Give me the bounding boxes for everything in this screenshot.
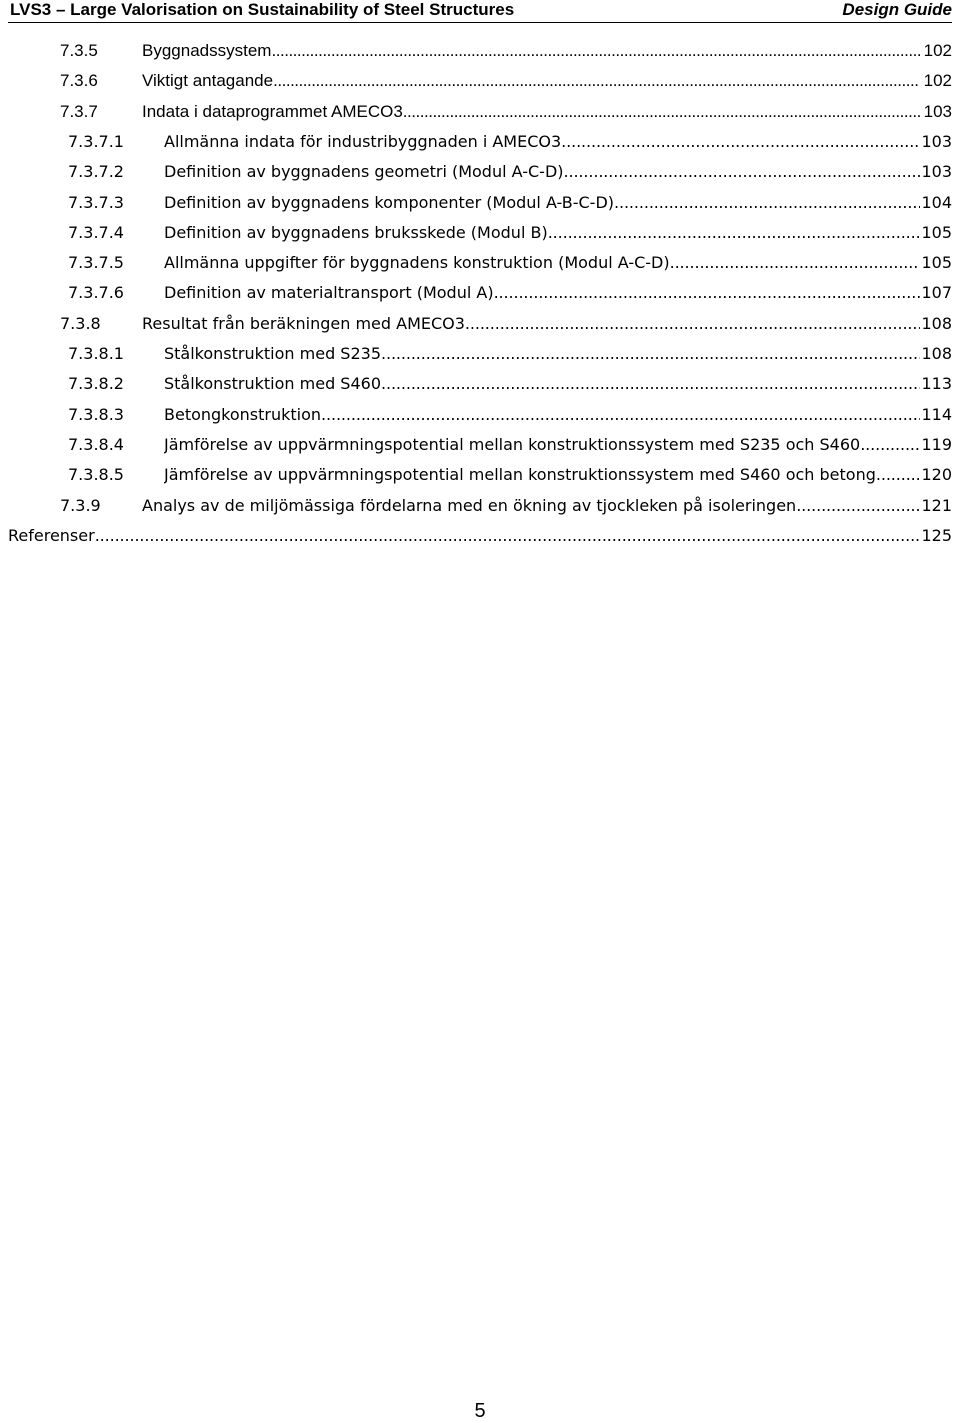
toc-leader-dots — [548, 218, 920, 248]
toc-leader-dots — [271, 36, 920, 66]
toc-entry-page: 114 — [921, 404, 952, 424]
toc-entry[interactable] — [0, 66, 960, 96]
toc-entry-title-text: Byggnadssystem — [142, 41, 272, 60]
toc-leader-dots — [860, 430, 920, 460]
toc-entry-title-text: Definition av materialtransport (Modul A) — [164, 283, 494, 303]
toc-entry[interactable] — [0, 460, 960, 490]
toc-entry-page: 104 — [921, 192, 952, 212]
toc-entry[interactable] — [0, 248, 960, 278]
page-number: 5 — [474, 1400, 486, 1422]
toc-entry-title-text: Jämförelse av uppvärmningspotential mellan konstruktionssystem med S460 och betong — [164, 465, 876, 485]
toc-entry-title-text: Definition av byggnadens komponenter (Modul A-B-C-D) — [164, 192, 615, 212]
toc-entry-page: 113 — [921, 374, 952, 394]
toc-entry-title-text: Resultat från beräkningen med AMECO3 — [142, 313, 465, 333]
toc-entry[interactable] — [0, 97, 960, 127]
toc-entry-title-text: Allmänna indata för industribyggnaden i AMECO3 — [164, 131, 562, 151]
toc-entry-title-text: Stålkonstruktion med S235 — [164, 344, 381, 363]
toc-leader-dots — [876, 460, 920, 490]
toc-entry-title — [164, 218, 920, 248]
toc-entry-number: 7.3.7.4 — [68, 222, 124, 242]
toc-entry-title — [164, 460, 920, 490]
header-title: LVS3 – Large Valorisation on Sustainability of Steel Structures — [10, 0, 515, 19]
toc-entry-title-text: Definition av byggnadens bruksskede (Modul B) — [164, 222, 548, 242]
toc-entry-title — [142, 36, 920, 66]
toc-entry-title — [142, 97, 920, 127]
toc-entry-title-text: Viktigt antagande — [142, 71, 274, 91]
toc-leader-dots — [796, 491, 920, 521]
toc-entry-title-text: Jämförelse av uppvärmningspotential mellan konstruktionssystem med S235 och S460 — [164, 434, 861, 454]
toc-entry-number: 7.3.9 — [60, 495, 101, 515]
page-header — [8, 0, 952, 23]
toc-leader-dots — [403, 97, 920, 127]
toc-entry-page: 125 — [921, 525, 952, 545]
toc-entry-number: 7.3.7.1 — [68, 131, 124, 151]
toc-entry-number: 7.3.8.4 — [68, 434, 124, 454]
toc-entry[interactable] — [0, 430, 960, 460]
toc-entry-title — [164, 127, 920, 157]
toc-entry-title — [164, 278, 920, 308]
toc-entry-number: 7.3.7 — [60, 101, 98, 121]
toc-entry-number: 7.3.7.2 — [68, 162, 124, 182]
toc-entry-number: 7.3.7.5 — [68, 253, 124, 273]
toc-entry-title — [142, 66, 920, 96]
toc-entry-title-text: Indata i dataprogrammet AMECO3 — [142, 101, 403, 121]
toc-entry-page: 103 — [923, 101, 952, 121]
toc-entry-page: 108 — [921, 313, 952, 333]
toc-entry[interactable] — [0, 36, 960, 66]
toc-entry-title — [142, 309, 920, 339]
toc-entry-page: 120 — [921, 465, 952, 485]
toc-entry-title-text: Referenser — [8, 525, 95, 545]
toc-entry-title — [8, 521, 920, 551]
toc-entry-title-text: Stålkonstruktion med S460 — [164, 374, 381, 394]
toc-entry-page: 107 — [921, 283, 952, 303]
toc-leader-dots — [670, 248, 920, 278]
toc-entry-number: 7.3.8.1 — [68, 344, 124, 363]
toc-entry-number: 7.3.7.6 — [68, 283, 124, 303]
toc-entry-title — [164, 369, 920, 399]
toc-entry-number: 7.3.6 — [60, 71, 98, 91]
toc-leader-dots — [494, 278, 920, 308]
toc-leader-dots — [321, 400, 920, 430]
toc-entry[interactable] — [0, 157, 960, 187]
toc-entry-title — [164, 188, 920, 218]
toc-entry-title-text: Betongkonstruktion — [164, 404, 322, 424]
toc-entry-page: 105 — [921, 253, 952, 273]
toc-entry-title — [164, 430, 920, 460]
toc-entry[interactable] — [0, 188, 960, 218]
toc-leader-dots — [273, 66, 920, 96]
toc-leader-dots — [561, 127, 920, 157]
toc-entry-number: 7.3.8.5 — [68, 465, 124, 485]
toc-leader-dots — [614, 188, 920, 218]
toc-entry[interactable] — [0, 521, 960, 551]
toc-entry[interactable] — [0, 369, 960, 399]
toc-leader-dots — [95, 521, 920, 551]
toc-entry[interactable] — [0, 339, 960, 369]
toc-entry-number: 7.3.8 — [60, 313, 101, 333]
toc-leader-dots — [564, 157, 920, 187]
toc-entry-title-text: Allmänna uppgifter för byggnadens konstruktion (Modul A-C-D) — [164, 253, 670, 273]
toc-entry-number: 7.3.7.3 — [68, 192, 124, 212]
toc-leader-dots — [381, 369, 920, 399]
toc-entry[interactable] — [0, 278, 960, 308]
toc-entry[interactable] — [0, 491, 960, 521]
toc-leader-dots — [465, 309, 920, 339]
toc-entry-page: 103 — [921, 162, 952, 182]
toc-entry-number: 7.3.5 — [60, 41, 98, 60]
toc-entry-page: 105 — [921, 222, 952, 242]
header-guide-label: Design Guide — [842, 0, 952, 19]
toc-entry-title — [164, 339, 920, 369]
toc-entry-page: 102 — [923, 71, 952, 91]
toc-entry-page: 121 — [921, 495, 952, 515]
toc-entry-page: 103 — [921, 131, 952, 151]
toc-entry[interactable] — [0, 400, 960, 430]
toc-entry[interactable] — [0, 309, 960, 339]
toc-leader-dots — [381, 339, 920, 369]
toc-entry-title — [164, 248, 920, 278]
toc-entry[interactable] — [0, 218, 960, 248]
toc-entry-title-text: Analys av de miljömässiga fördelarna med en ökning av tjockleken på isoleringen — [142, 495, 797, 515]
toc-entry-title — [164, 157, 920, 187]
toc-entry-title-text: Definition av byggnadens geometri (Modul A-C-D) — [164, 162, 564, 182]
toc-entry-title — [142, 491, 920, 521]
toc-entry-page: 102 — [923, 41, 952, 60]
toc-entry-title — [164, 400, 920, 430]
toc-entry-page: 119 — [921, 434, 952, 454]
toc-entry-page: 108 — [921, 344, 952, 363]
toc-entry-number: 7.3.8.3 — [68, 404, 124, 424]
toc-entry-number: 7.3.8.2 — [68, 374, 124, 394]
toc-entry[interactable] — [0, 127, 960, 157]
